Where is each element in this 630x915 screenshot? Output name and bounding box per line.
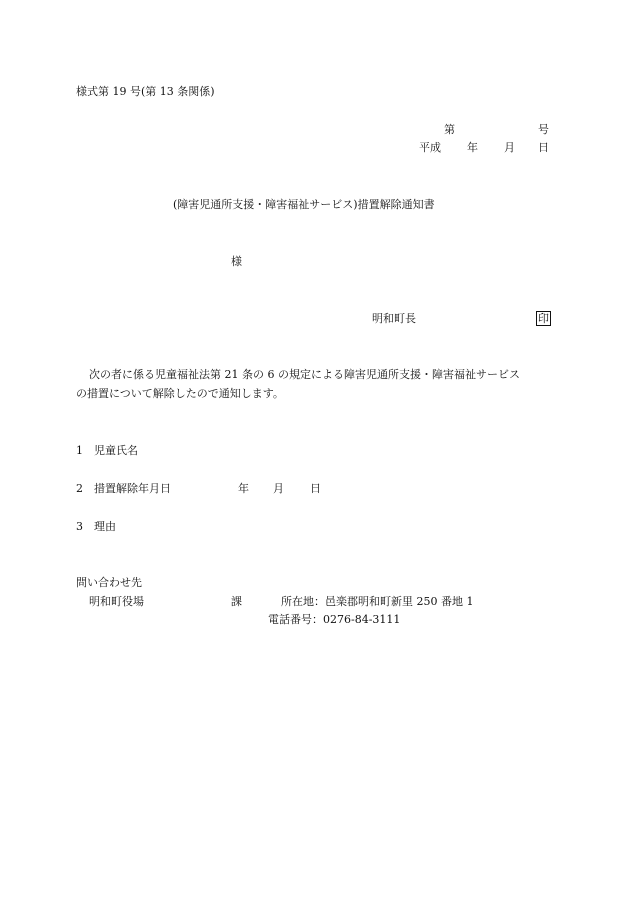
seal-mark: 印: [538, 312, 549, 325]
body-text-line2: の措置について解除したので通知します。: [76, 387, 284, 400]
item-2-month: 月: [273, 482, 284, 495]
item-1-number: 1: [76, 444, 83, 457]
addressee-suffix: 様: [231, 255, 242, 268]
doc-number-suffix: 号: [538, 123, 549, 136]
date-year: 年: [467, 141, 478, 154]
date-month: 月: [504, 141, 515, 154]
item-2-number: 2: [76, 482, 83, 495]
contact-phone: 電話番号：0276-84-3111: [268, 613, 401, 626]
date-era: 平成: [419, 141, 441, 154]
issuer-name: 明和町長: [372, 312, 416, 325]
contact-office: 明和町役場: [89, 595, 144, 608]
item-2-year: 年: [238, 482, 249, 495]
contact-heading: 問い合わせ先: [76, 576, 142, 589]
contact-address: 所在地：邑楽郡明和町新里 250 番地 1: [281, 595, 474, 608]
item-3-number: 3: [76, 520, 83, 533]
document-title: (障害児通所支援・障害福祉サービス)措置解除通知書: [173, 198, 435, 211]
item-1-label: 児童氏名: [94, 444, 138, 457]
item-2-label: 措置解除年月日: [94, 482, 171, 495]
form-label: 様式第 19 号(第 13 条関係): [76, 85, 215, 98]
body-text-line1: 次の者に係る児童福祉法第 21 条の 6 の規定による障害児通所支援・障害福祉サービス: [89, 368, 520, 381]
seal-mark-wrap: [536, 311, 551, 326]
doc-number-prefix: 第: [444, 123, 455, 136]
date-day: 日: [538, 141, 549, 154]
contact-section: 課: [231, 595, 242, 608]
item-2-day: 日: [310, 482, 321, 495]
item-3-label: 理由: [94, 520, 116, 533]
